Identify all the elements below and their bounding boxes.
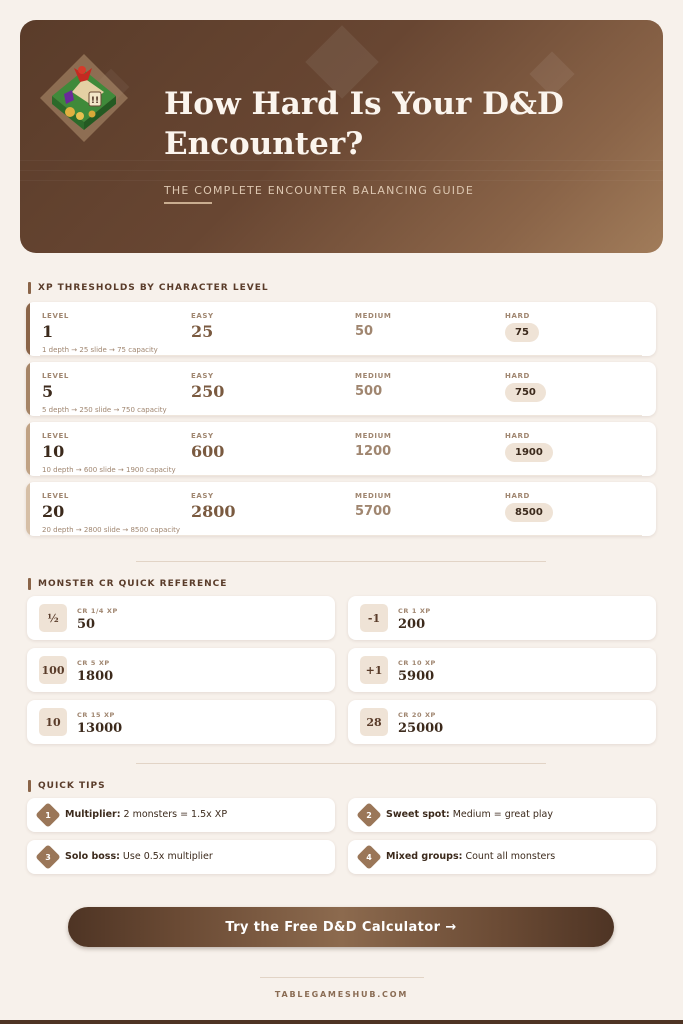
cr-xp-value: 25000 bbox=[398, 721, 444, 736]
row-accent bbox=[26, 302, 30, 356]
section-divider bbox=[136, 561, 546, 562]
cr-label: CR 5 XP bbox=[77, 659, 110, 667]
cr-badge: ½ bbox=[39, 604, 67, 632]
row-underline bbox=[40, 475, 642, 476]
hero-banner bbox=[20, 20, 663, 253]
xp-section-heading bbox=[28, 282, 269, 294]
footer-divider bbox=[260, 977, 424, 978]
cr-xp-value: 200 bbox=[398, 617, 426, 632]
level-value: 10 bbox=[42, 442, 65, 461]
section-heading-text: MONSTER CR QUICK REFERENCE bbox=[38, 579, 228, 589]
cr-xp-value: 1800 bbox=[77, 669, 114, 684]
tip-number-badge bbox=[356, 844, 381, 869]
cr-reference-card bbox=[348, 596, 656, 640]
quick-tip bbox=[348, 798, 656, 832]
tip-number: 3 bbox=[45, 852, 51, 862]
easy-value: 250 bbox=[191, 382, 225, 401]
row-underline bbox=[40, 535, 642, 536]
title-underline bbox=[164, 202, 212, 204]
hard-value-badge: 750 bbox=[505, 383, 546, 402]
cr-xp-value: 50 bbox=[77, 617, 96, 632]
section-heading-text: QUICK TIPS bbox=[38, 781, 106, 791]
page-subtitle: THE COMPLETE ENCOUNTER BALANCING GUIDE bbox=[164, 184, 474, 197]
xp-threshold-row bbox=[26, 362, 656, 416]
row-note: 10 depth → 600 slide → 1900 capacity bbox=[42, 466, 176, 474]
section-divider bbox=[136, 763, 546, 764]
row-accent bbox=[26, 362, 30, 416]
cr-reference-card bbox=[348, 648, 656, 692]
tip-title: Sweet spot: bbox=[386, 809, 450, 820]
hard-label: HARD bbox=[505, 492, 530, 500]
level-value: 1 bbox=[42, 322, 54, 341]
quick-tip bbox=[348, 840, 656, 874]
cr-badge: +1 bbox=[360, 656, 388, 684]
level-label: LEVEL bbox=[42, 492, 69, 500]
row-accent bbox=[26, 482, 30, 536]
tip-body: 2 monsters = 1.5x XP bbox=[120, 809, 228, 820]
tip-number: 1 bbox=[45, 810, 51, 820]
section-heading-text: XP THRESHOLDS BY CHARACTER LEVEL bbox=[38, 283, 269, 293]
page-title: How Hard Is Your D&D Encounter? bbox=[164, 86, 564, 162]
tip-title: Mixed groups: bbox=[386, 851, 463, 862]
tip-body: Medium = great play bbox=[449, 809, 553, 820]
easy-label: EASY bbox=[191, 372, 214, 380]
bottom-bar bbox=[0, 1020, 683, 1024]
cr-label: CR 1 XP bbox=[398, 607, 431, 615]
tip-title: Multiplier: bbox=[65, 809, 121, 820]
tip-body: Use 0.5x multiplier bbox=[119, 851, 213, 862]
xp-threshold-row bbox=[26, 422, 656, 476]
tip-body: Count all monsters bbox=[462, 851, 556, 862]
medium-label: MEDIUM bbox=[355, 492, 392, 500]
hard-label: HARD bbox=[505, 312, 530, 320]
tip-number-badge bbox=[35, 802, 60, 827]
cr-badge: 28 bbox=[360, 708, 388, 736]
tip-title: Solo boss: bbox=[65, 851, 120, 862]
hard-value-badge: 8500 bbox=[505, 503, 553, 522]
level-label: LEVEL bbox=[42, 432, 69, 440]
cr-badge: -1 bbox=[360, 604, 388, 632]
hard-label: HARD bbox=[505, 432, 530, 440]
xp-threshold-row bbox=[26, 482, 656, 536]
svg-text:!!: !! bbox=[90, 96, 100, 106]
xp-threshold-row bbox=[26, 302, 656, 356]
tip-text bbox=[386, 851, 555, 862]
tip-text bbox=[386, 809, 553, 820]
hard-label: HARD bbox=[505, 372, 530, 380]
cr-xp-value: 13000 bbox=[77, 721, 123, 736]
level-value: 20 bbox=[42, 502, 65, 521]
tabletop-game-icon bbox=[34, 48, 134, 148]
level-label: LEVEL bbox=[42, 312, 69, 320]
medium-value: 5700 bbox=[355, 504, 392, 519]
footer-site-link[interactable]: TABLEGAMESHUB.COM bbox=[274, 990, 409, 999]
cr-label: CR 1/4 XP bbox=[77, 607, 118, 615]
row-note: 20 depth → 2800 slide → 8500 capacity bbox=[42, 526, 181, 534]
easy-label: EASY bbox=[191, 312, 214, 320]
calculator-cta-button[interactable]: Try the Free D&D Calculator → bbox=[68, 907, 614, 947]
cr-label: CR 20 XP bbox=[398, 711, 436, 719]
easy-label: EASY bbox=[191, 432, 214, 440]
quick-tip bbox=[27, 798, 335, 832]
medium-value: 500 bbox=[355, 384, 383, 399]
row-underline bbox=[40, 415, 642, 416]
medium-label: MEDIUM bbox=[355, 372, 392, 380]
tip-text bbox=[65, 809, 227, 820]
tip-number-badge bbox=[356, 802, 381, 827]
cr-reference-card bbox=[27, 596, 335, 640]
cr-reference-card bbox=[27, 700, 335, 744]
cr-label: CR 10 XP bbox=[398, 659, 436, 667]
cr-badge: 100 bbox=[39, 656, 67, 684]
medium-value: 1200 bbox=[355, 444, 392, 459]
tip-number-badge bbox=[35, 844, 60, 869]
hard-value-badge: 75 bbox=[505, 323, 539, 342]
medium-label: MEDIUM bbox=[355, 432, 392, 440]
cr-section-heading bbox=[28, 578, 227, 590]
easy-label: EASY bbox=[191, 492, 214, 500]
tips-section-heading bbox=[28, 780, 106, 792]
quick-tip bbox=[27, 840, 335, 874]
cr-badge: 10 bbox=[39, 708, 67, 736]
medium-label: MEDIUM bbox=[355, 312, 392, 320]
row-underline bbox=[40, 355, 642, 356]
row-note: 5 depth → 250 slide → 750 capacity bbox=[42, 406, 167, 414]
tip-number: 2 bbox=[366, 810, 372, 820]
level-value: 5 bbox=[42, 382, 54, 401]
tip-number: 4 bbox=[366, 852, 372, 862]
row-accent bbox=[26, 422, 30, 476]
cr-label: CR 15 XP bbox=[77, 711, 115, 719]
cr-reference-card bbox=[348, 700, 656, 744]
hard-value-badge: 1900 bbox=[505, 443, 553, 462]
cr-xp-value: 5900 bbox=[398, 669, 435, 684]
tip-text bbox=[65, 851, 213, 862]
cr-reference-card bbox=[27, 648, 335, 692]
easy-value: 2800 bbox=[191, 502, 236, 521]
easy-value: 25 bbox=[191, 322, 214, 341]
level-label: LEVEL bbox=[42, 372, 69, 380]
medium-value: 50 bbox=[355, 324, 374, 339]
row-note: 1 depth → 25 slide → 75 capacity bbox=[42, 346, 158, 354]
easy-value: 600 bbox=[191, 442, 225, 461]
